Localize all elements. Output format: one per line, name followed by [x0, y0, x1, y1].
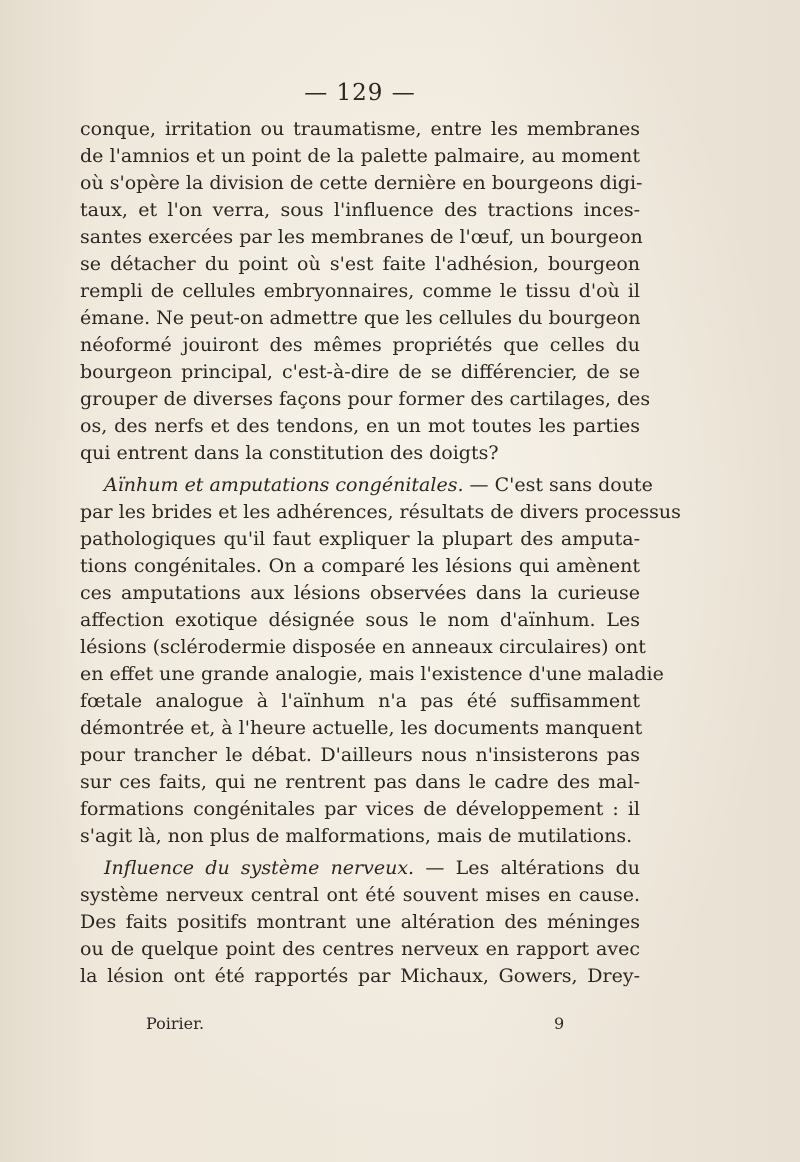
- text-line: fœtale analogue à l'aïnhum n'a pas été suffisamment: [80, 690, 640, 712]
- text-line-with-heading: [80, 472, 653, 499]
- paragraph-ainhum: [80, 472, 681, 850]
- text-line: Des faits positifs montrant une altération des méninges: [80, 911, 640, 933]
- text-line: qui entrent dans la constitution des doigts?: [80, 442, 499, 464]
- page-body: [80, 116, 681, 990]
- text-line: tions congénitales. On a comparé les lésions qui amènent: [80, 555, 640, 577]
- text-line: démontrée et, à l'heure actuelle, les documents manquent: [80, 717, 643, 739]
- text-line: santes exercées par les membranes de l'œuf, un bourgeon: [80, 226, 643, 248]
- paragraph-continuation: [80, 116, 651, 467]
- text-line: rempli de cellules embryonnaires, comme le tissu d'où il: [80, 280, 640, 302]
- text-line: bourgeon principal, c'est-à-dire de se différencier, de se: [80, 361, 640, 383]
- text-line: formations congénitales par vices de développement : il: [80, 798, 640, 820]
- text-line: système nerveux central ont été souvent mises en cause.: [80, 884, 640, 906]
- text-line: émane. Ne peut-on admettre que les cellules du bourgeon: [80, 307, 641, 329]
- text-line: lésions (sclérodermie disposée en anneaux circulaires) ont: [80, 636, 646, 658]
- text-line: par les brides et les adhérences, résultats de divers processus: [80, 501, 681, 523]
- text-line-with-heading: [80, 855, 640, 882]
- text-line: se détacher du point où s'est faite l'adhésion, bourgeon: [80, 253, 640, 275]
- text-line: la lésion ont été rapportés par Michaux, Gowers, Drey-: [80, 965, 640, 987]
- text-line: de l'amnios et un point de la palette palmaire, au moment: [80, 145, 640, 167]
- text-line: pathologiques qu'il faut expliquer la plupart des amputa-: [80, 528, 640, 550]
- section-run-in-heading: Influence du système nerveux.: [104, 857, 415, 879]
- text-line: sur ces faits, qui ne rentrent pas dans le cadre des mal-: [80, 771, 640, 793]
- sheet-number: 9: [554, 1014, 565, 1033]
- text-line: affection exotique désignée sous le nom d'aïnhum. Les: [80, 609, 640, 631]
- text-line: ces amputations aux lésions observées dans la curieuse: [80, 582, 640, 604]
- text-line: où s'opère la division de cette dernière en bourgeons digi-: [80, 172, 643, 194]
- text-line: grouper de diverses façons pour former des cartilages, des: [80, 388, 651, 410]
- text-run: — C'est sans doute: [463, 474, 653, 496]
- text-run: — Les altérations du: [414, 857, 640, 879]
- signature-mark: Poirier.: [146, 1014, 205, 1033]
- text-line: néoformé jouiront des mêmes propriétés que celles du: [80, 334, 640, 356]
- text-line: ou de quelque point des centres nerveux en rapport avec: [80, 938, 640, 960]
- text-line: pour trancher le débat. D'ailleurs nous n'insisterons pas: [80, 744, 640, 766]
- text-line: conque, irritation ou traumatisme, entre les membranes: [80, 118, 640, 140]
- text-line: taux, et l'on verra, sous l'influence des tractions inces-: [80, 199, 640, 221]
- page-number: — 129 —: [304, 80, 416, 106]
- section-run-in-heading: Aïnhum et amputations congénitales.: [104, 474, 464, 496]
- paragraph-nervous-system: [80, 855, 640, 990]
- text-line: en effet une grande analogie, mais l'existence d'une maladie: [80, 663, 664, 685]
- text-line: os, des nerfs et des tendons, en un mot toutes les parties: [80, 415, 640, 437]
- text-line: s'agit là, non plus de malformations, mais de mutilations.: [80, 825, 633, 847]
